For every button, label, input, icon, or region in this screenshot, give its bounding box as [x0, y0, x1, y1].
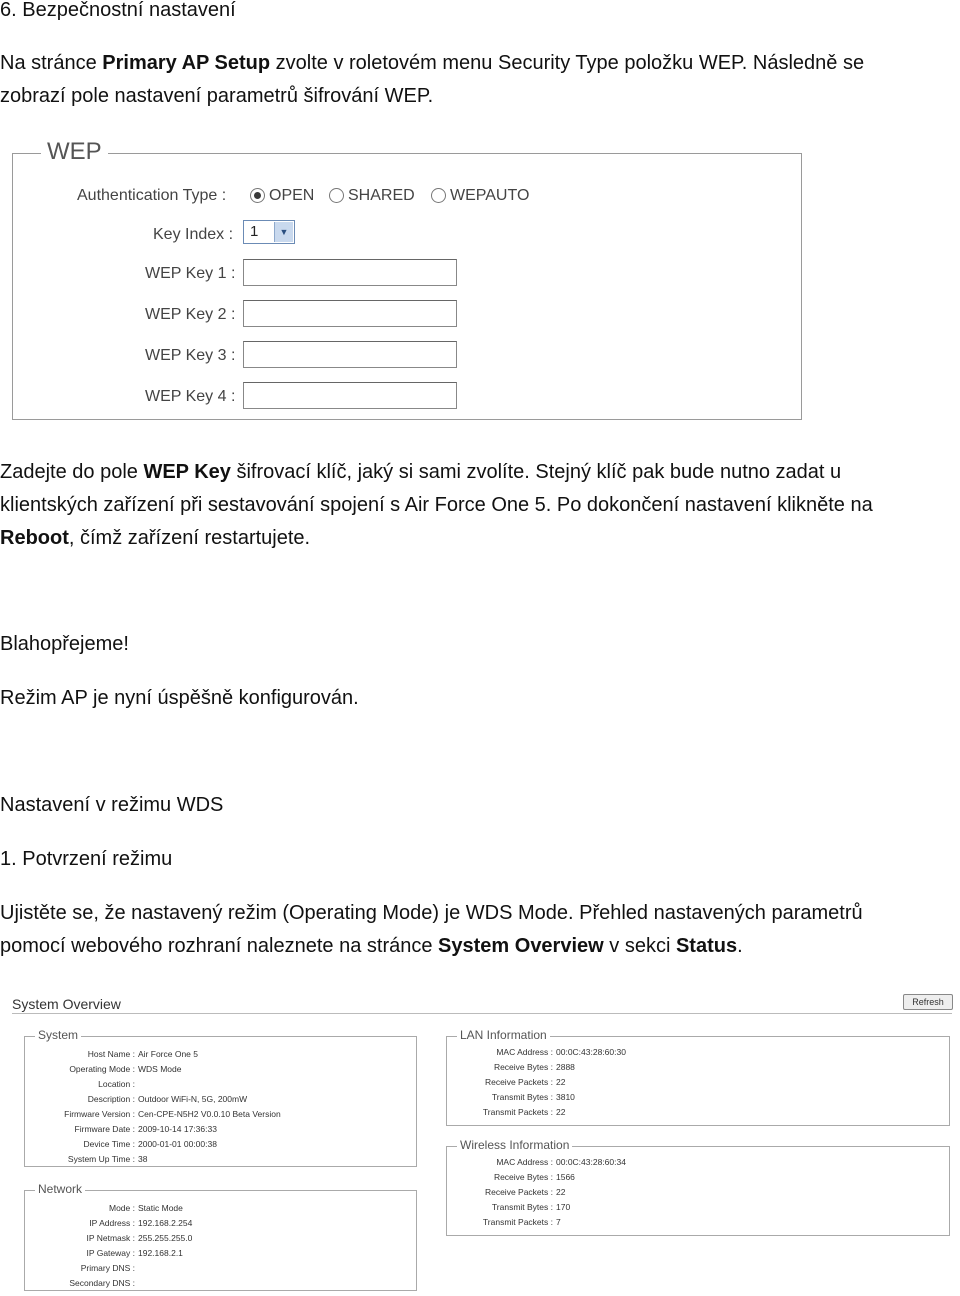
paragraph-2-line-2: klientských zařízení při sestavování spojení s Air Force One 5. Po dokončení nastavení klikněte na	[0, 494, 873, 516]
auth-radio-wepauto[interactable]	[431, 187, 529, 205]
info-value: 00:0C:43:28:60:34	[556, 1157, 626, 1167]
wep-key-2-input[interactable]	[243, 300, 457, 327]
info-key: MAC Address :	[496, 1047, 553, 1057]
info-key: Receive Packets :	[484, 1187, 553, 1197]
info-key: Receive Bytes :	[493, 1062, 553, 1072]
info-value: 192.168.2.254	[138, 1218, 193, 1228]
wep-key-4-input[interactable]	[243, 382, 457, 409]
info-key: Transmit Bytes :	[491, 1092, 553, 1102]
info-key: Receive Bytes :	[493, 1172, 553, 1182]
info-value: 7	[556, 1217, 561, 1227]
wds-heading: Nastavení v režimu WDS	[0, 794, 224, 816]
divider	[12, 1013, 952, 1014]
info-value: 170	[556, 1202, 571, 1212]
info-value: 2009-10-14 17:36:33	[138, 1124, 217, 1134]
key-index-label: Key Index :	[153, 226, 234, 243]
wireless-info-group	[446, 1138, 950, 1236]
paragraph-2-line-1	[0, 456, 841, 489]
info-value: 00:0C:43:28:60:30	[556, 1047, 626, 1057]
info-value: 22	[556, 1077, 566, 1087]
bold-wep-key: WEP Key	[143, 461, 231, 483]
wep-key-1-input[interactable]	[243, 259, 457, 286]
info-key: Transmit Bytes :	[491, 1202, 553, 1212]
configured-text: Režim AP je nyní úspěšně konfigurován.	[0, 687, 359, 709]
radio-label: WEPAUTO	[450, 187, 530, 204]
info-key: Secondary DNS :	[69, 1278, 135, 1288]
key-index-select[interactable]	[243, 220, 295, 244]
paragraph-1-line-1	[0, 47, 864, 80]
wep-legend: WEP	[41, 138, 108, 166]
info-key: Firmware Version :	[64, 1109, 135, 1119]
bold-status: Status	[675, 935, 738, 957]
info-key: Mode :	[109, 1203, 135, 1213]
system-overview-screenshot	[0, 990, 960, 1296]
radio-checked-icon[interactable]	[250, 188, 265, 203]
info-value: WDS Mode	[138, 1064, 182, 1074]
system-legend: System	[35, 1028, 81, 1042]
info-key: Primary DNS :	[80, 1263, 135, 1273]
radio-icon[interactable]	[329, 188, 344, 203]
info-key: Host Name :	[87, 1049, 135, 1059]
radio-label: SHARED	[348, 187, 415, 204]
paragraph-1-line-2: zobrazí pole nastavení parametrů šifrování WEP.	[0, 85, 434, 107]
lan-info-group	[446, 1028, 950, 1126]
system-overview-title: System Overview	[12, 996, 121, 1012]
radio-label: OPEN	[269, 187, 315, 204]
info-key: IP Address :	[89, 1218, 135, 1228]
paragraph-3-line-2	[0, 930, 743, 963]
wep-key-4-label: WEP Key 4 :	[145, 388, 236, 405]
info-value: 22	[556, 1107, 566, 1117]
text: Na stránce	[0, 52, 103, 74]
congratulations-text: Blahopřejeme!	[0, 633, 129, 655]
section-heading: 6. Bezpečnostní nastavení	[0, 0, 236, 21]
text: Zadejte do pole	[0, 461, 144, 483]
network-group	[24, 1182, 417, 1291]
info-key: Description :	[87, 1094, 135, 1104]
radio-icon[interactable]	[431, 188, 446, 203]
paragraph-2-line-3	[0, 522, 310, 555]
text: zvolte v roletovém menu Security Type položku WEP. Následně se	[270, 52, 865, 74]
info-value: 2888	[556, 1062, 575, 1072]
info-key: Transmit Packets :	[482, 1217, 553, 1227]
info-key: Device Time :	[83, 1139, 135, 1149]
wep-key-1-label: WEP Key 1 :	[145, 265, 236, 282]
wireless-info-legend: Wireless Information	[457, 1138, 572, 1152]
text: v sekci	[603, 935, 676, 957]
bold-primary-ap-setup: Primary AP Setup	[102, 52, 271, 74]
info-value: Cen-CPE-N5H2 V0.0.10 Beta Version	[138, 1109, 281, 1119]
network-legend: Network	[35, 1182, 85, 1196]
info-value: Static Mode	[138, 1203, 183, 1213]
bold-reboot: Reboot	[0, 527, 69, 549]
paragraph-3-line-1: Ujistěte se, že nastavený režim (Operating Mode) je WDS Mode. Přehled nastavených parametrů	[0, 902, 863, 924]
info-key: IP Gateway :	[86, 1248, 135, 1258]
text: pomocí webového rozhraní naleznete na stránce	[0, 935, 439, 957]
auth-type-label: Authentication Type :	[77, 187, 227, 204]
info-value: Outdoor WiFi-N, 5G, 200mW	[138, 1094, 248, 1104]
info-value: 255.255.255.0	[138, 1233, 193, 1243]
wep-settings-panel	[12, 138, 802, 420]
key-index-value: 1	[250, 223, 259, 240]
info-value: 2000-01-01 00:00:38	[138, 1139, 217, 1149]
info-value: 1566	[556, 1172, 575, 1182]
info-key: Receive Packets :	[484, 1077, 553, 1087]
step-1-heading: 1. Potvrzení režimu	[0, 848, 173, 870]
auth-radio-open[interactable]	[250, 187, 314, 205]
info-value: 192.168.2.1	[138, 1248, 183, 1258]
wep-key-3-input[interactable]	[243, 341, 457, 368]
wep-key-3-label: WEP Key 3 :	[145, 347, 236, 364]
info-value: 38	[138, 1154, 148, 1164]
info-key: Operating Mode :	[69, 1064, 135, 1074]
bold-system-overview: System Overview	[438, 935, 604, 957]
text: .	[737, 935, 743, 957]
info-value: 22	[556, 1187, 566, 1197]
info-key: Transmit Packets :	[482, 1107, 553, 1117]
info-key: IP Netmask :	[86, 1233, 135, 1243]
text: , čímž zařízení restartujete.	[68, 527, 311, 549]
refresh-button[interactable]: Refresh	[903, 994, 953, 1010]
info-key: Firmware Date :	[74, 1124, 135, 1134]
info-value: 3810	[556, 1092, 575, 1102]
info-key: MAC Address :	[496, 1157, 553, 1167]
chevron-down-icon[interactable]: ▼	[274, 222, 293, 242]
system-group	[24, 1028, 417, 1167]
wep-key-2-label: WEP Key 2 :	[145, 306, 236, 323]
info-value: Air Force One 5	[138, 1049, 198, 1059]
lan-info-legend: LAN Information	[457, 1028, 550, 1042]
auth-radio-shared[interactable]	[329, 187, 415, 205]
info-key: Location :	[98, 1079, 135, 1089]
info-key: System Up Time :	[67, 1154, 135, 1164]
text: šifrovací klíč, jaký si sami zvolíte. Stejný klíč pak bude nutno zadat u	[230, 461, 842, 483]
